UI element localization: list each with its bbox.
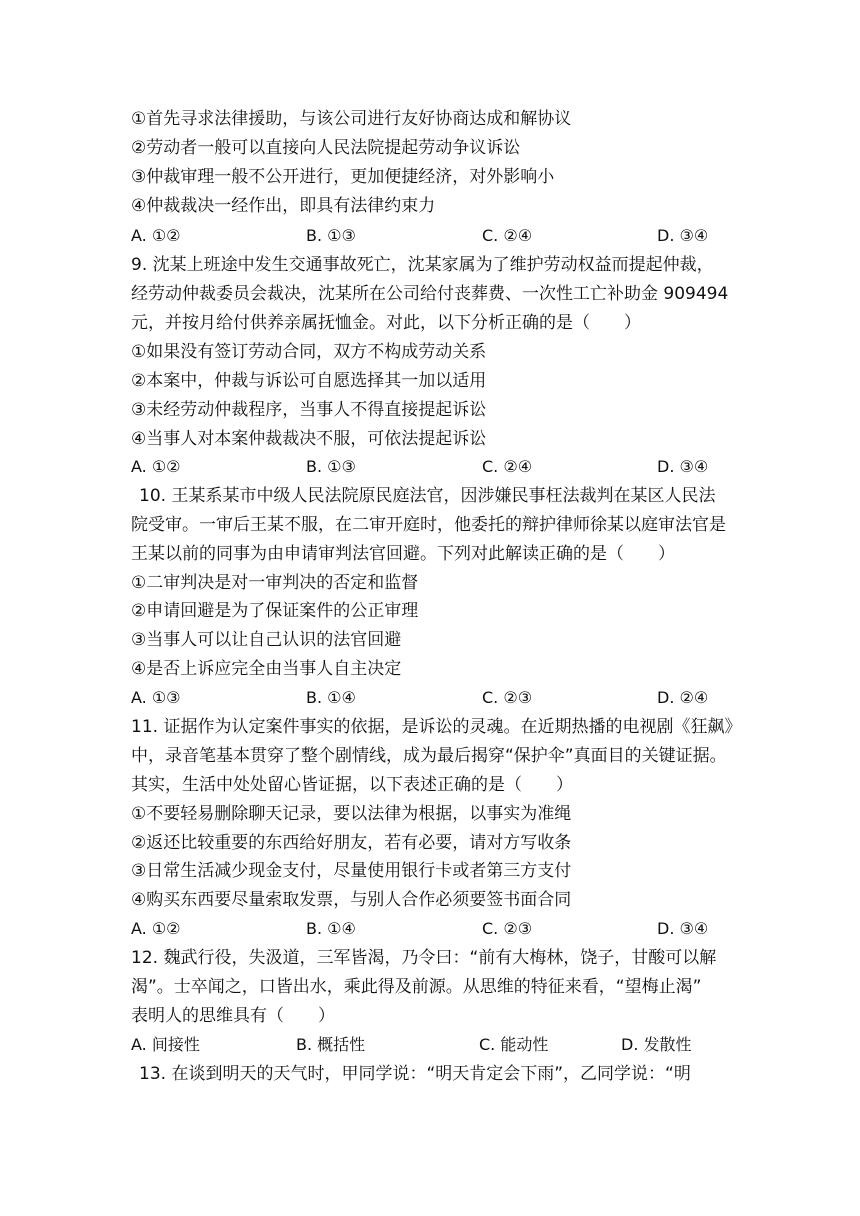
q10-stem-line-3: 王某以前的同事为由申请审判法官回避。下列对此解读正确的是（ ） xyxy=(131,544,675,564)
q8-option-a: A. ①② xyxy=(131,226,181,245)
q10-options xyxy=(131,687,741,716)
q11-stem-line-2: 中，录音笔基本贯穿了整个剧情线，成为最后揭穿“保护伞”真面目的关键证据。 xyxy=(131,746,727,766)
q12-option-b: B. 概括性 xyxy=(296,1035,366,1054)
q9-statement-3: ③未经劳动仲裁程序，当事人不得直接提起诉讼 xyxy=(131,400,487,420)
q9-option-d: D. ③④ xyxy=(657,457,709,476)
q9-option-b: B. ①③ xyxy=(306,457,356,476)
q8-option-c: C. ②④ xyxy=(482,226,533,245)
q10-stem-line-1: 10. 王某系某市中级人民法院原民庭法官，因涉嫌民事枉法裁判在某区人民法 xyxy=(139,486,716,506)
q12-option-a: A. 间接性 xyxy=(131,1035,200,1054)
q9-stem-line-2: 经劳动仲裁委员会裁决，沈某所在公司给付丧葬费、一次性工亡补助金 909494 xyxy=(131,284,729,304)
q11-statement-4: ④购买东西要尽量索取发票，与别人合作必须要签书面合同 xyxy=(131,890,572,910)
q10-option-c: C. ②③ xyxy=(482,688,533,707)
q12-stem-line-3: 表明人的思维具有（ ） xyxy=(131,1006,335,1026)
q11-option-a: A. ①② xyxy=(131,919,181,938)
q11-stem-line-3: 其实，生活中处处留心皆证据，以下表述正确的是（ ） xyxy=(131,775,573,795)
q11-stem-line-1: 11. 证据作为认定案件事实的依据，是诉讼的灵魂。在近期热播的电视剧《狂飙》 xyxy=(131,717,742,737)
q12-option-c: C. 能动性 xyxy=(479,1035,549,1054)
q10-option-d: D. ②④ xyxy=(657,688,709,707)
q10-stem-line-2: 院受审。一审后王某不服，在二审开庭时，他委托的辩护律师徐某以庭审法官是 xyxy=(131,515,726,535)
q10-statement-1: ①二审判决是对一审判决的否定和监督 xyxy=(131,573,419,593)
q10-statement-4: ④是否上诉应完全由当事人自主决定 xyxy=(131,659,402,679)
q8-statement-1: ①首先寻求法律援助，与该公司进行友好协商达成和解协议 xyxy=(131,109,572,129)
q9-options xyxy=(131,456,741,485)
q8-statement-4: ④仲裁裁决一经作出，即具有法律约束力 xyxy=(131,196,436,216)
q11-option-c: C. ②③ xyxy=(482,919,533,938)
q11-option-d: D. ③④ xyxy=(657,919,709,938)
q9-statement-4: ④当事人对本案仲裁裁决不服，可依法提起诉讼 xyxy=(131,429,487,449)
q9-option-c: C. ②④ xyxy=(482,457,533,476)
q9-statement-1: ①如果没有签订劳动合同，双方不构成劳动关系 xyxy=(131,342,487,362)
q9-option-a: A. ①② xyxy=(131,457,181,476)
q11-options xyxy=(131,918,741,947)
q8-option-b: B. ①③ xyxy=(306,226,356,245)
q10-option-b: B. ①④ xyxy=(306,688,356,707)
q12-stem-line-1: 12. 魏武行役，失汲道，三军皆渴，乃令曰：“前有大梅林，饶子，甘酸可以解 xyxy=(131,948,717,968)
q11-option-b: B. ①④ xyxy=(306,919,356,938)
q8-options xyxy=(131,225,741,254)
q12-options xyxy=(131,1034,741,1063)
q10-option-a: A. ①③ xyxy=(131,688,181,707)
q12-stem-line-2: 渴”。士卒闻之，口皆出水，乘此得及前源。从思维的特征来看，“望梅止渴” xyxy=(131,977,702,997)
q8-statement-3: ③仲裁审理一般不公开进行，更加便捷经济，对外影响小 xyxy=(131,167,555,187)
q11-statement-2: ②返还比较重要的东西给好朋友，若有必要，请对方写收条 xyxy=(131,833,572,853)
q8-statement-2: ②劳动者一般可以直接向人民法院提起劳动争议诉讼 xyxy=(131,138,521,158)
q11-statement-1: ①不要轻易删除聊天记录，要以法律为根据，以事实为准绳 xyxy=(131,804,572,824)
q9-stem-line-3: 元，并按月给付供养亲属抚恤金。对此，以下分析正确的是（ ） xyxy=(131,313,641,333)
q10-statement-3: ③当事人可以让自己认识的法官回避 xyxy=(131,630,402,650)
q9-stem-line-1: 9. 沈某上班途中发生交通事故死亡，沈某家属为了维护劳动权益而提起仲裁， xyxy=(131,255,714,275)
q9-statement-2: ②本案中，仲裁与诉讼可自愿选择其一加以适用 xyxy=(131,371,487,391)
q11-statement-3: ③日常生活减少现金支付，尽量使用银行卡或者第三方支付 xyxy=(131,861,572,881)
q12-option-d: D. 发散性 xyxy=(621,1035,692,1054)
q8-option-d: D. ③④ xyxy=(657,226,709,245)
q13-stem-line-1: 13. 在谈到明天的天气时，甲同学说：“明天肯定会下雨”，乙同学说：“明 xyxy=(139,1064,691,1084)
q10-statement-2: ②申请回避是为了保证案件的公正审理 xyxy=(131,601,419,621)
